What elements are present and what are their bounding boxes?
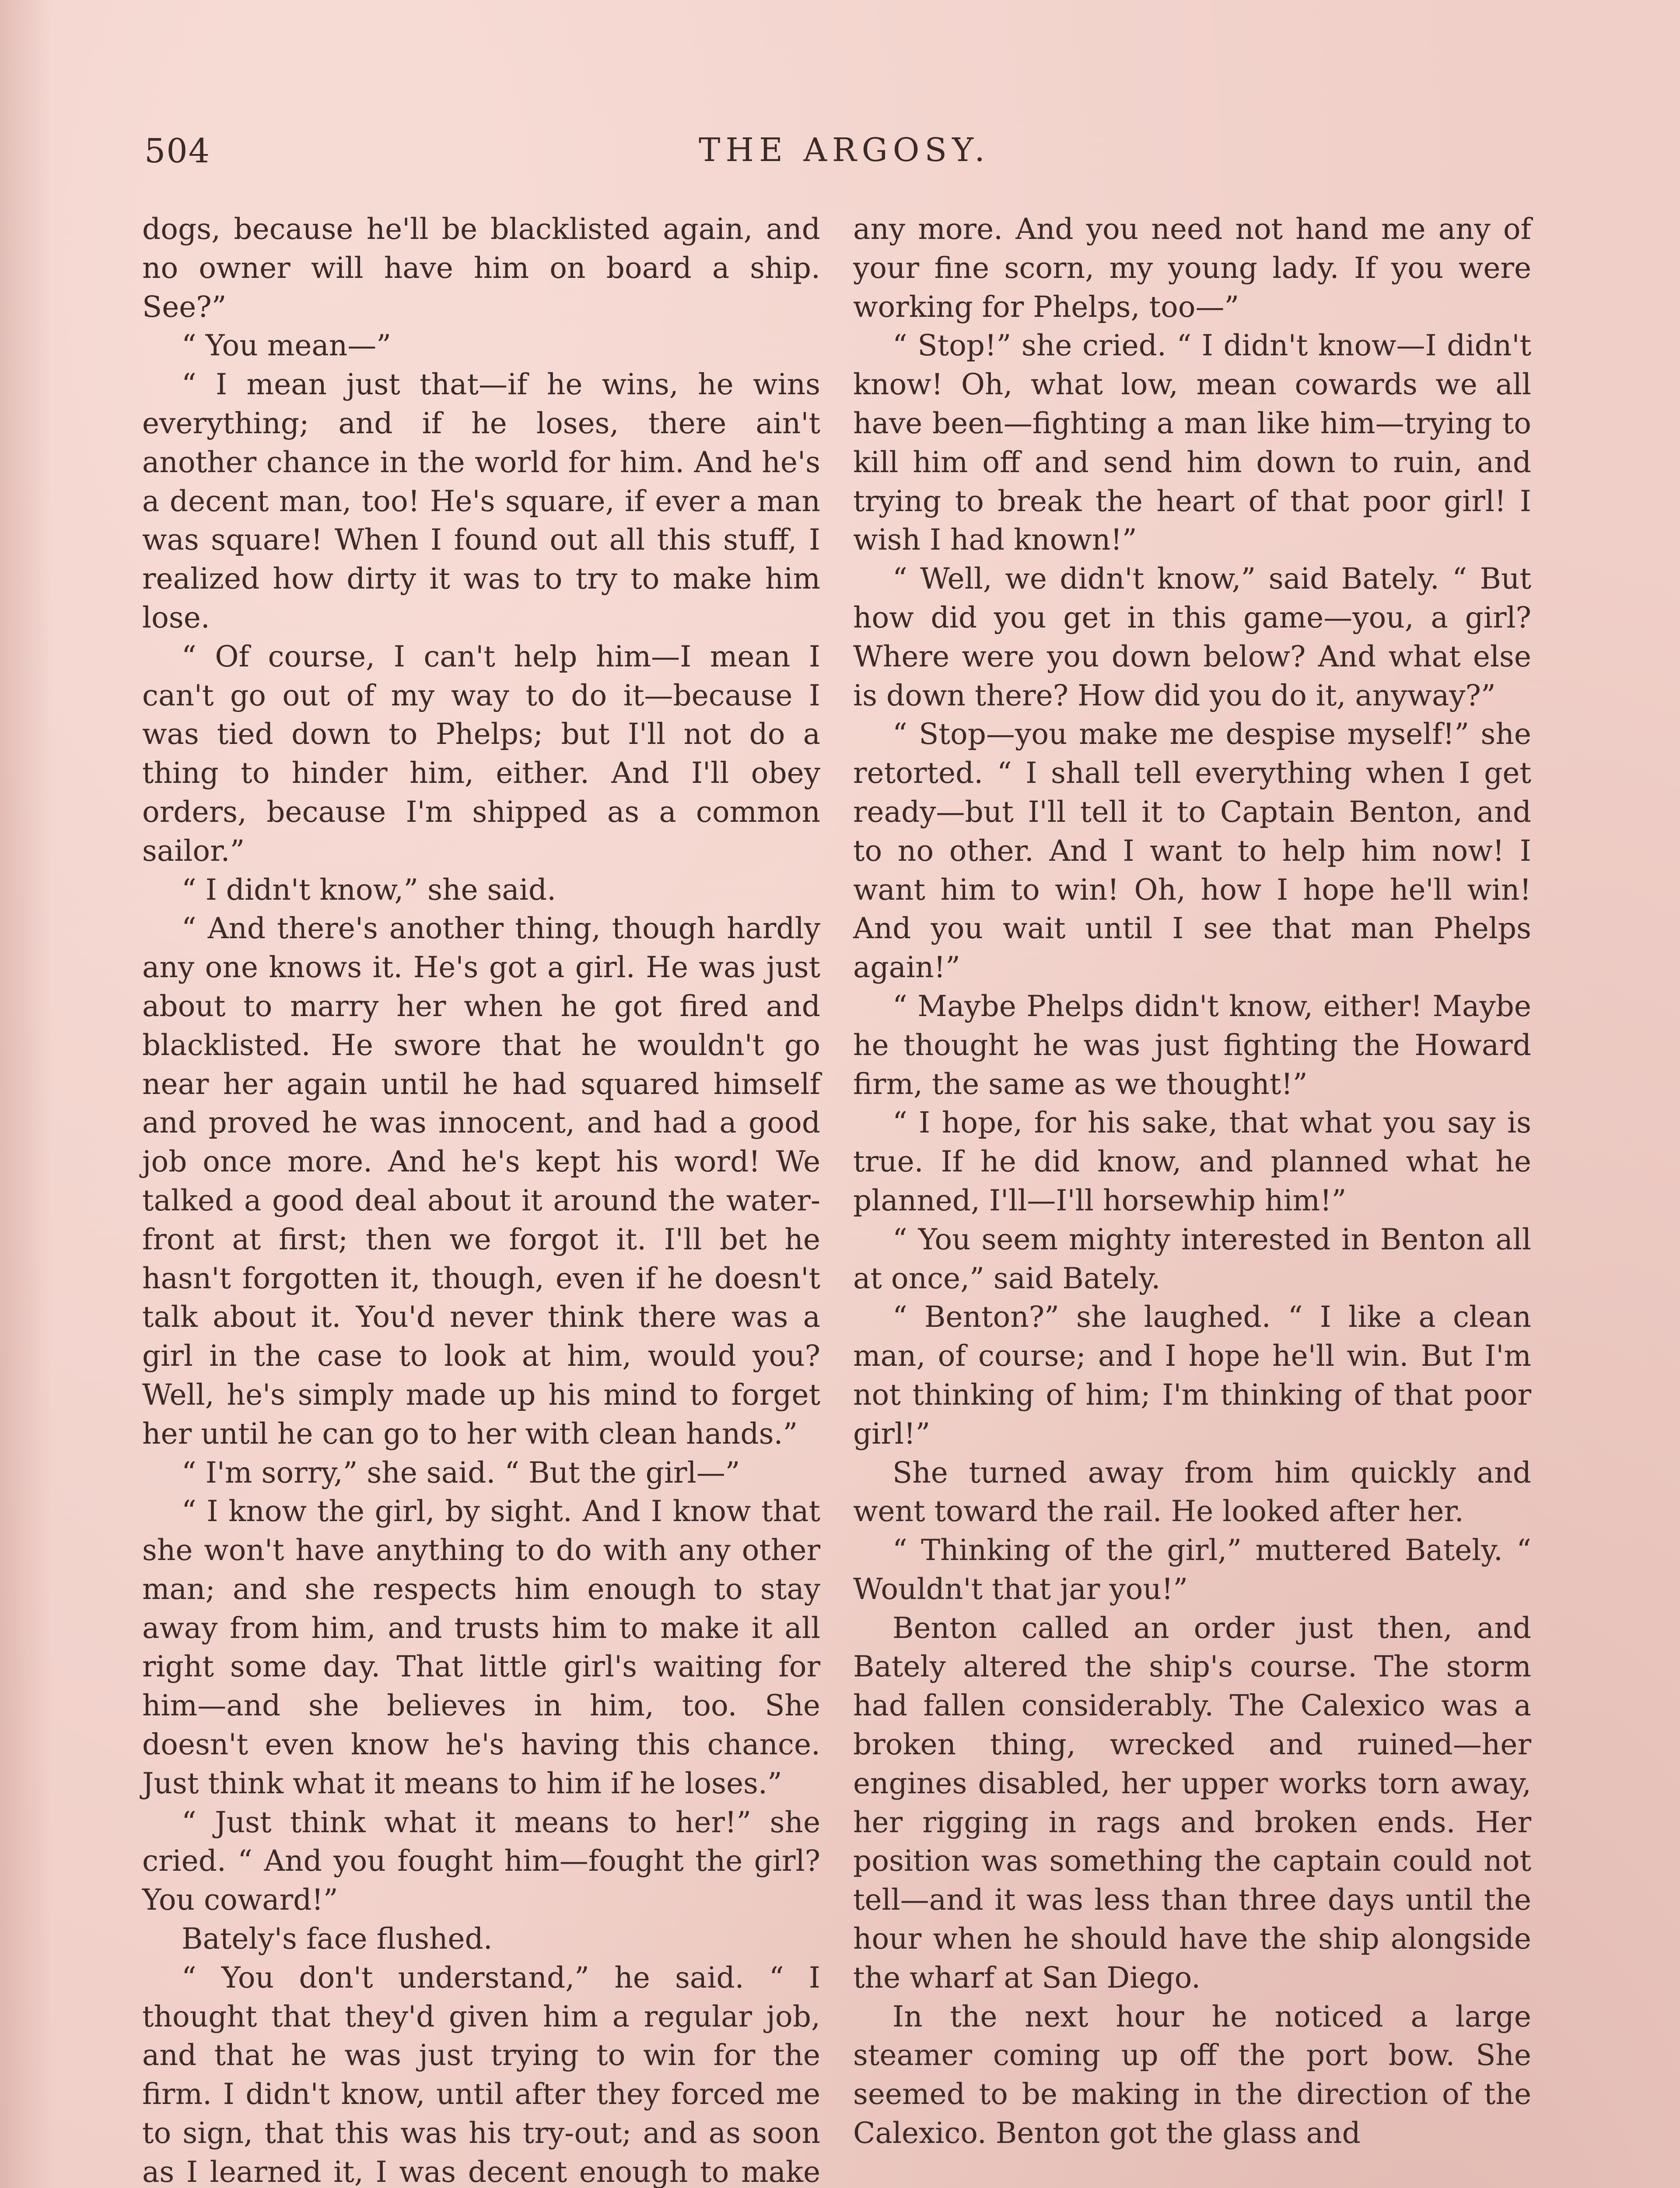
page-number: 504 bbox=[144, 131, 211, 170]
running-title: THE ARGOSY. bbox=[699, 131, 990, 169]
paragraph: She turned away from him quickly and went toward the rail. He looked after her. bbox=[853, 1455, 1531, 1529]
paragraph: “ Stop!” she cried. “ I didn't know—I didn't know! Oh, what low, mean cowards we all have been—fighting a man like him—trying to kill him off and send him down to ruin, and trying to break the heart of that poor girl! I wish I had known!” bbox=[853, 329, 1531, 557]
paragraph: “ I know the girl, by sight. And I know that she won't have anything to do with any other man; and she respects him enough to stay away from him, and trusts him to make it all right some day. That little girl's waiting for him—and she believes in him, too. She doesn't even know he's having this chance. Just think what it means to him if he loses.” bbox=[142, 1494, 820, 1800]
paragraph: “ I didn't know,” she said. bbox=[182, 873, 556, 907]
paragraph: “ You mean—” bbox=[182, 329, 392, 363]
paragraph: “ I hope, for his sake, that what you say is true. If he did know, and planned what he planned, I'll—I'll horsewhip him!” bbox=[853, 1106, 1531, 1217]
paragraph: “ Just think what it means to her!” she cried. “ And you fought him—fought the girl? You coward!” bbox=[142, 1805, 820, 1917]
paragraph: “ Stop—you make me despise myself!” she retorted. “ I shall tell everything when I get ready—but I'll tell it to Captain Benton, and to no other. And I want to help him now! I want him to win! Oh, how I hope he'll win! And you wait until I see that man Phelps again!” bbox=[853, 717, 1531, 985]
paragraph: “ Of course, I can't help him—I mean I can't go out of my way to do it—because I was tied down to Phelps; but I'll not do a thing to hinder him, either. And I'll obey orders, because I'm shipped as a common sailor.” bbox=[142, 639, 820, 868]
left-column bbox=[142, 210, 820, 2188]
paragraph: “ Well, we didn't know,” said Bately. “ But how did you get in this game—you, a girl? Where were you down below? And what else is down there? How did you do it, anyway?” bbox=[853, 562, 1531, 712]
paragraph: any more. And you need not hand me any of your fine scorn, my young lady. If you were working for Phelps, too—” bbox=[853, 212, 1531, 324]
paragraph: “ And there's another thing, though hardly any one knows it. He's got a girl. He was just about to marry her when he got fired and blacklisted. He swore that he wouldn't go near her again until he had squared himself and proved he was innocent, and had a good job once more. And he's kept his word! We talked a good deal about it around the water-front at first; then we forgot it. I'll bet he hasn't forgotten it, though, even if he doesn't talk about it. You'd never think there was a girl in the case to look at him, would you? Well, he's simply made up his mind to forget her until he can go to her with clean hands.” bbox=[142, 912, 820, 1451]
paragraph: In the next hour he noticed a large steamer coming up off the port bow. She seemed to be making in the direction of the Calexico. Benton got the glass and bbox=[853, 1999, 1531, 2150]
paragraph: “ I'm sorry,” she said. “ But the girl—” bbox=[182, 1455, 740, 1490]
paragraph: “ Thinking of the girl,” muttered Bately. “ Wouldn't that jar you!” bbox=[853, 1533, 1531, 1606]
paragraph: dogs, because he'll be blacklisted again, and no owner will have him on board a ship. See?” bbox=[142, 212, 820, 324]
paragraph: Benton called an order just then, and Bately altered the ship's course. The storm had fallen considerably. The Calexico was a broken thing, wrecked and ruined—her engines disabled, her upper works torn away, her rigging in rags and broken ends. Her position was something the captain could not tell—and it was less than three days until the hour when he should have the ship alongside the wharf at San Diego. bbox=[853, 1611, 1531, 1995]
paragraph: “ I mean just that—if he wins, he wins everything; and if he loses, there ain't another chance in the world for him. And he's a decent man, too! He's square, if ever a man was square! When I found out all this stuff, I realized how dirty it was to try to make him lose. bbox=[142, 368, 820, 635]
paragraph: “ You seem mighty interested in Benton all at once,” said Bately. bbox=[853, 1222, 1531, 1295]
page-header bbox=[144, 131, 1544, 179]
paragraph: Bately's face flushed. bbox=[182, 1922, 493, 1956]
right-column bbox=[853, 210, 1531, 2153]
paragraph: “ Maybe Phelps didn't know, either! Maybe he thought he was just fighting the Howard firm, the same as we thought!” bbox=[853, 989, 1531, 1101]
paragraph: “ Benton?” she laughed. “ I like a clean man, of course; and I hope he'll win. But I'm not thinking of him; I'm thinking of that poor girl!” bbox=[853, 1300, 1531, 1451]
paragraph: “ You don't understand,” he said. “ I thought that they'd given him a regular job, and that he was just trying to win for the firm. I didn't know, until after they forced me to sign, that this was his try-out; and as soon as I learned it, I was decent enough to make bbox=[142, 1960, 820, 2188]
page-edge-shadow bbox=[0, 0, 52, 2188]
